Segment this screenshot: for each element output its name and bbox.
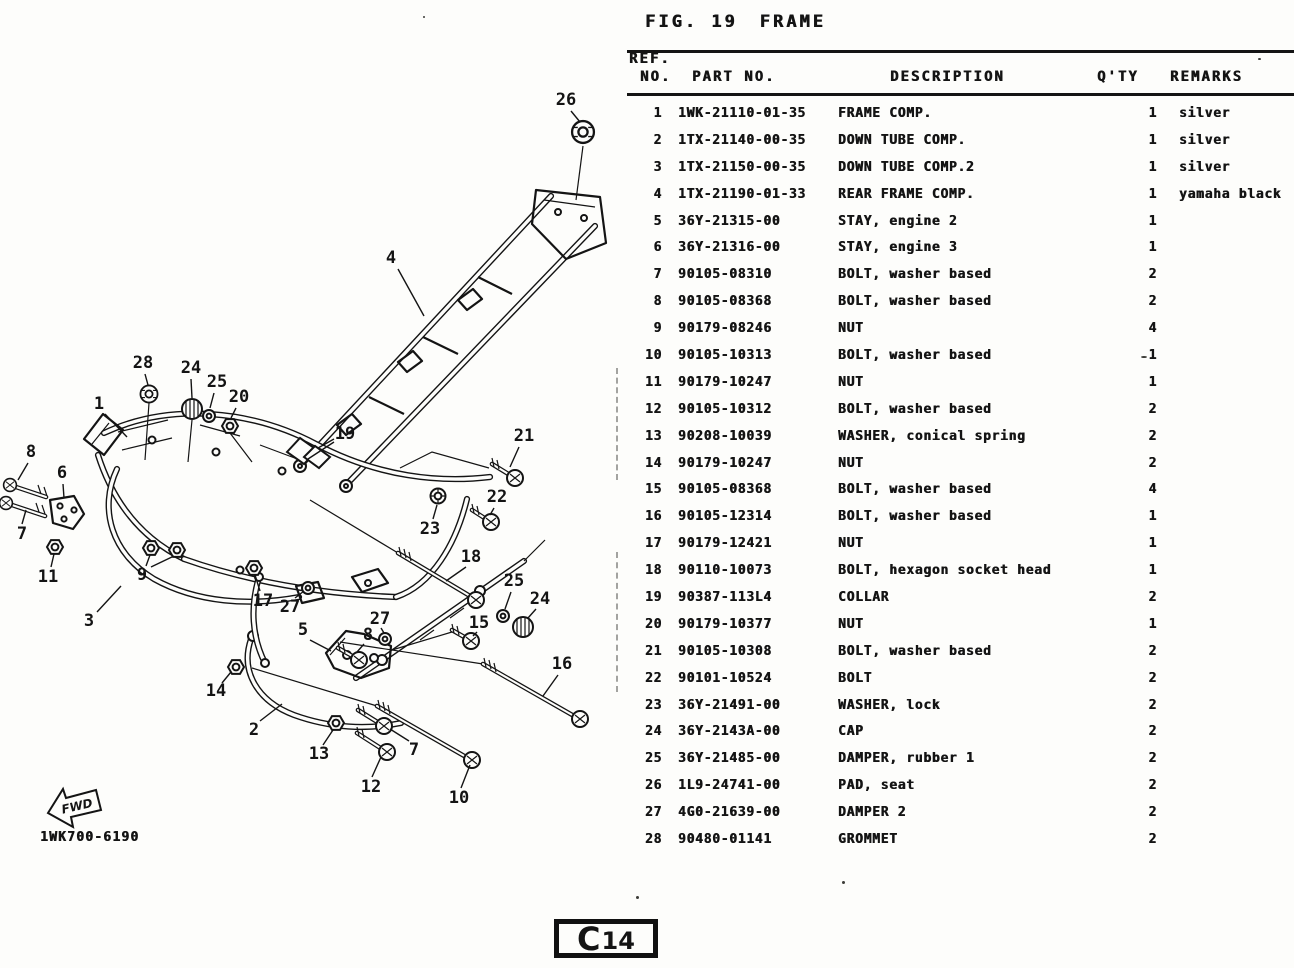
fwd-arrow-icon bbox=[48, 789, 101, 827]
cell-desc: WASHER, lock bbox=[838, 697, 941, 713]
cell-desc: BOLT, washer based bbox=[838, 267, 992, 283]
leader-line bbox=[505, 592, 511, 609]
scan-speck bbox=[423, 16, 425, 18]
cell-remarks: silver bbox=[1179, 159, 1231, 175]
col-header-ref-line2: NO. bbox=[640, 69, 672, 85]
callout-7: 7 bbox=[408, 740, 420, 760]
cell-desc: BOLT, washer based bbox=[838, 482, 992, 498]
cell-ref: 16 bbox=[644, 509, 662, 525]
cell-ref: 21 bbox=[644, 643, 662, 659]
callout-7: 7 bbox=[16, 524, 28, 544]
cell-desc: DOWN TUBE COMP. bbox=[838, 132, 966, 148]
page-code-digits: 14 bbox=[601, 926, 635, 955]
leader-line bbox=[310, 640, 331, 651]
col-header-description: DESCRIPTION bbox=[890, 69, 1005, 85]
leader-line bbox=[22, 510, 26, 524]
cell-qty: 1 bbox=[1148, 213, 1157, 229]
callout-17: 17 bbox=[252, 591, 274, 611]
cell-qty: 2 bbox=[1148, 670, 1157, 686]
scan-speck bbox=[1258, 58, 1261, 60]
scan-speck bbox=[842, 881, 845, 884]
cell-ref: 26 bbox=[644, 778, 662, 794]
cell-part: 90208-10039 bbox=[678, 428, 772, 444]
callout-20: 20 bbox=[228, 387, 250, 407]
cell-ref: 4 bbox=[653, 186, 662, 202]
cell-part: 90101-10524 bbox=[678, 670, 772, 686]
leader-line bbox=[97, 586, 121, 612]
col-header-qty: Q'TY bbox=[1097, 69, 1139, 85]
cell-qty: 2 bbox=[1148, 724, 1157, 740]
cell-qty: 1 bbox=[1148, 509, 1157, 525]
leader-line bbox=[528, 609, 536, 618]
cell-desc: STAY, engine 3 bbox=[838, 240, 958, 256]
leader-line bbox=[210, 393, 214, 408]
cell-qty: 1 bbox=[1148, 159, 1157, 175]
cell-desc: FRAME COMP. bbox=[838, 105, 932, 121]
col-header-part-no: PART NO. bbox=[692, 69, 776, 85]
callout-28: 28 bbox=[132, 353, 154, 373]
cell-qty: 2 bbox=[1148, 805, 1157, 821]
callout-21: 21 bbox=[513, 426, 535, 446]
cell-desc: REAR FRAME COMP. bbox=[838, 186, 975, 202]
cell-ref: 20 bbox=[644, 616, 662, 632]
cell-desc: GROMMET bbox=[838, 831, 898, 847]
cell-qty: 2 bbox=[1148, 294, 1157, 310]
cell-desc: BOLT, hexagon socket head bbox=[838, 563, 1052, 579]
cell-qty: 2 bbox=[1148, 778, 1157, 794]
callout-11: 11 bbox=[37, 567, 59, 587]
cell-qty: 4 bbox=[1148, 321, 1157, 337]
cell-ref: 13 bbox=[644, 428, 662, 444]
cell-ref: 9 bbox=[653, 321, 662, 337]
cell-qty: 2 bbox=[1148, 831, 1157, 847]
cell-part: 1TX-21140-00-35 bbox=[678, 132, 806, 148]
cell-desc: BOLT, washer based bbox=[838, 509, 992, 525]
callout-27: 27 bbox=[279, 597, 301, 617]
cell-ref: 10 bbox=[644, 347, 662, 363]
leader-line bbox=[398, 269, 424, 316]
cell-desc: NUT bbox=[838, 321, 864, 337]
cell-qty: 2 bbox=[1148, 751, 1157, 767]
cell-remarks: silver bbox=[1179, 132, 1231, 148]
callout-24: 24 bbox=[529, 589, 551, 609]
leader-line bbox=[145, 374, 148, 385]
cell-part: 90387-113L4 bbox=[678, 589, 772, 605]
cell-qty: 1 bbox=[1148, 616, 1157, 632]
cell-desc: WASHER, conical spring bbox=[838, 428, 1026, 444]
cell-part: 1TX-21190-01-33 bbox=[678, 186, 806, 202]
cell-ref: 1 bbox=[653, 105, 662, 121]
bracket-plate bbox=[50, 496, 84, 529]
cell-part: 90105-08368 bbox=[678, 294, 772, 310]
callout-2: 2 bbox=[248, 720, 260, 740]
cell-qty: 2 bbox=[1148, 428, 1157, 444]
cell-desc: DAMPER, rubber 1 bbox=[838, 751, 975, 767]
cell-ref: 2 bbox=[653, 132, 662, 148]
cell-qty: 1 bbox=[1148, 240, 1157, 256]
callout-25: 25 bbox=[206, 372, 228, 392]
cell-qty: 1 bbox=[1148, 132, 1157, 148]
cell-qty: 1 bbox=[1148, 374, 1157, 390]
cell-ref: 7 bbox=[653, 267, 662, 283]
callout-5: 5 bbox=[297, 620, 309, 640]
callout-19: 19 bbox=[334, 424, 356, 444]
leader-line bbox=[510, 447, 519, 467]
callout-27: 27 bbox=[369, 609, 391, 629]
page-code-box bbox=[554, 919, 658, 958]
cell-desc: BOLT, washer based bbox=[838, 294, 992, 310]
cell-desc: PAD, seat bbox=[838, 778, 915, 794]
cell-ref: 23 bbox=[644, 697, 662, 713]
cell-desc: COLLAR bbox=[838, 589, 890, 605]
cell-ref: 12 bbox=[644, 401, 662, 417]
callout-6: 6 bbox=[56, 463, 68, 483]
cell-desc: CAP bbox=[838, 724, 864, 740]
cell-part: 90110-10073 bbox=[678, 563, 772, 579]
callout-24: 24 bbox=[180, 358, 202, 378]
cell-ref: 15 bbox=[644, 482, 662, 498]
cell-ref: 24 bbox=[644, 724, 662, 740]
cell-ref: 18 bbox=[644, 563, 662, 579]
cell-ref: 27 bbox=[644, 805, 662, 821]
cell-part: 90179-08246 bbox=[678, 321, 772, 337]
callout-13: 13 bbox=[308, 744, 330, 764]
cell-part: 90105-10313 bbox=[678, 347, 772, 363]
cell-part: 90105-10308 bbox=[678, 643, 772, 659]
leader-line bbox=[390, 729, 409, 741]
callout-22: 22 bbox=[486, 487, 508, 507]
cell-ref: 25 bbox=[644, 751, 662, 767]
leader-line bbox=[151, 556, 174, 567]
cell-ref: 28 bbox=[644, 831, 662, 847]
cell-desc: BOLT, washer based bbox=[838, 401, 992, 417]
cell-desc: NUT bbox=[838, 374, 864, 390]
leader-line bbox=[433, 505, 437, 519]
cell-ref: 14 bbox=[644, 455, 662, 471]
cell-part: 36Y-21491-00 bbox=[678, 697, 781, 713]
cell-qty: 2 bbox=[1148, 401, 1157, 417]
cell-part: 90105-12314 bbox=[678, 509, 772, 525]
leader-line bbox=[323, 730, 333, 745]
leader-line bbox=[18, 463, 28, 480]
leader-line bbox=[571, 111, 580, 122]
scan-speck bbox=[1141, 356, 1147, 358]
callout-23: 23 bbox=[419, 519, 441, 539]
leader-line bbox=[63, 484, 64, 498]
callout-4: 4 bbox=[385, 248, 397, 268]
leader-line bbox=[51, 554, 54, 567]
cell-part: 1L9-24741-00 bbox=[678, 778, 781, 794]
cell-ref: 22 bbox=[644, 670, 662, 686]
cell-qty: 1 bbox=[1148, 347, 1157, 363]
cell-ref: 8 bbox=[653, 294, 662, 310]
cell-ref: 17 bbox=[644, 536, 662, 552]
cell-part: 90105-08310 bbox=[678, 267, 772, 283]
callout-8: 8 bbox=[25, 442, 37, 462]
cell-part: 90480-01141 bbox=[678, 831, 772, 847]
cell-ref: 3 bbox=[653, 159, 662, 175]
cell-part: 90179-10247 bbox=[678, 455, 772, 471]
callout-8: 8 bbox=[362, 625, 374, 645]
leader-line bbox=[461, 765, 470, 788]
cell-remarks: silver bbox=[1179, 105, 1231, 121]
cell-ref: 5 bbox=[653, 213, 662, 229]
callout-26: 26 bbox=[555, 90, 577, 110]
cell-qty: 1 bbox=[1148, 105, 1157, 121]
leader-line bbox=[191, 379, 192, 398]
cell-desc: STAY, engine 2 bbox=[838, 213, 958, 229]
cell-qty: 2 bbox=[1148, 267, 1157, 283]
cell-part: 36Y-21485-00 bbox=[678, 751, 781, 767]
callout-15: 15 bbox=[468, 613, 490, 633]
cell-ref: 19 bbox=[644, 589, 662, 605]
cell-part: 90179-12421 bbox=[678, 536, 772, 552]
callout-10: 10 bbox=[448, 788, 470, 808]
cell-desc: NUT bbox=[838, 536, 864, 552]
rear-frame-comp bbox=[294, 190, 606, 492]
callout-1: 1 bbox=[93, 394, 105, 414]
cell-part: 90105-08368 bbox=[678, 482, 772, 498]
cell-qty: 2 bbox=[1148, 697, 1157, 713]
cell-remarks: yamaha black bbox=[1179, 186, 1282, 202]
callout-3: 3 bbox=[83, 611, 95, 631]
cell-qty: 1 bbox=[1148, 536, 1157, 552]
leader-line bbox=[446, 567, 466, 581]
cell-desc: BOLT, washer based bbox=[838, 347, 992, 363]
cell-desc: BOLT bbox=[838, 670, 873, 686]
leader-line bbox=[260, 704, 282, 721]
cell-qty: 2 bbox=[1148, 589, 1157, 605]
cell-part: 90179-10247 bbox=[678, 374, 772, 390]
leader-line bbox=[372, 757, 381, 777]
page-code-letter: C bbox=[577, 919, 602, 958]
cell-part: 4G0-21639-00 bbox=[678, 805, 781, 821]
cell-part: 1WK-21110-01-35 bbox=[678, 105, 806, 121]
cell-qty: 1 bbox=[1148, 186, 1157, 202]
cell-ref: 6 bbox=[653, 240, 662, 256]
cell-part: 36Y-21315-00 bbox=[678, 213, 781, 229]
col-header-remarks: REMARKS bbox=[1170, 69, 1244, 85]
callout-9: 9 bbox=[136, 565, 148, 585]
col-header-ref-line1: REF. bbox=[629, 51, 671, 67]
callout-25: 25 bbox=[503, 571, 525, 591]
callout-18: 18 bbox=[460, 547, 482, 567]
fwd-arrow-label: FWD bbox=[60, 795, 94, 817]
cell-ref: 11 bbox=[644, 374, 662, 390]
cell-part: 90179-10377 bbox=[678, 616, 772, 632]
cell-desc: NUT bbox=[838, 455, 864, 471]
cell-qty: 1 bbox=[1148, 563, 1157, 579]
scan-speck bbox=[636, 896, 639, 899]
cell-part: 90105-10312 bbox=[678, 401, 772, 417]
callout-12: 12 bbox=[360, 777, 382, 797]
cell-part: 36Y-2143A-00 bbox=[678, 724, 781, 740]
cell-desc: DAMPER 2 bbox=[838, 805, 907, 821]
callout-16: 16 bbox=[551, 654, 573, 674]
callout-14: 14 bbox=[205, 681, 227, 701]
cell-desc: DOWN TUBE COMP.2 bbox=[838, 159, 975, 175]
leader-line bbox=[543, 675, 558, 696]
cell-qty: 4 bbox=[1148, 482, 1157, 498]
cell-part: 1TX-21150-00-35 bbox=[678, 159, 806, 175]
cell-qty: 2 bbox=[1148, 643, 1157, 659]
cell-desc: BOLT, washer based bbox=[838, 643, 992, 659]
figure-number: FIG. 19 bbox=[645, 12, 738, 32]
cell-desc: NUT bbox=[838, 616, 864, 632]
drawing-number: 1WK700-6190 bbox=[40, 830, 140, 845]
cell-part: 36Y-21316-00 bbox=[678, 240, 781, 256]
figure-name: FRAME bbox=[759, 12, 826, 32]
cell-qty: 2 bbox=[1148, 455, 1157, 471]
